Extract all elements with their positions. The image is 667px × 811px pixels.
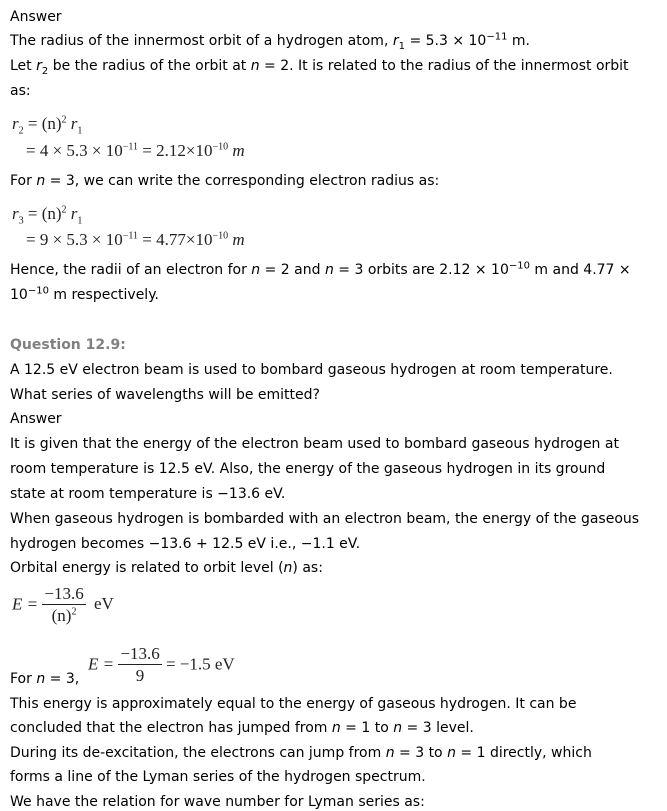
text-line: $10^{-10}$ m respectively. [10,285,159,303]
equation-energy-n3: E = $\frac{-13.6}{9}$ = −1.5 eV [88,644,235,685]
question-text: What series of wavelengths will be emitted? [10,387,320,403]
equation-r2: $r_2 = (n)^2$ $r_1$ [12,114,83,137]
text-line: concluded that the electron has jumped from n = 1 to n = 3 level. [10,720,474,736]
text-line: Let $r_2$ be the radius of the orbit at n = 2. It is related to the radius of the innermost orbit [10,58,629,77]
text-line: Orbital energy is related to orbit level (n) as: [10,560,323,576]
question-text: A 12.5 eV electron beam is used to bombard gaseous hydrogen at room temperature. [10,362,613,378]
text-line: When gaseous hydrogen is bombarded with an electron beam, the energy of the gaseous [10,511,640,527]
text-line: room temperature is 12.5 eV. Also, the energy of the gaseous hydrogen in its ground [10,461,606,477]
text-line: For n = 3, [10,671,80,687]
question-heading: Question 12.9: [10,337,126,353]
equation-r3-value: = $9 \times 5.3 \times 10^{-11} = 4.77\times 10^{-10}$ m [26,230,245,249]
text-line: as: [10,83,31,99]
text-line: The radius of the innermost orbit of a hydrogen atom, $r_1 = 5.3 \times 10^{-11}$ m. [10,31,530,52]
text-line: state at room temperature is −13.6 eV. [10,486,286,502]
answer-label: Answer [10,411,62,427]
text-line: hydrogen becomes −13.6 + 12.5 eV i.e., −1.1 eV. [10,536,361,552]
text-line: It is given that the energy of the electron beam used to bombard gaseous hydrogen at [10,436,619,452]
text-line: This energy is approximately equal to the energy of gaseous hydrogen. It can be [10,696,577,712]
text-line: forms a line of the Lyman series of the hydrogen spectrum. [10,769,426,785]
text-line: During its de-excitation, the electrons can jump from n = 3 to n = 1 directly, which [10,745,592,761]
text-line: For n = 3, we can write the corresponding electron radius as: [10,173,440,189]
answer-label: Answer [10,9,62,25]
text-line: Hence, the radii of an electron for n = 2 and n = 3 orbits are $2.12 \times 10^{-10}$ m and 4.77 × [10,260,631,278]
equation-orbital-energy: E = $\frac{-13.6}{(n)^2}$ eV [12,584,114,625]
equation-r2-value: = $4 \times 5.3 \times 10^{-11} = 2.12\times 10^{-10}$ m [26,141,245,160]
text-line: We have the relation for wave number for Lyman series as: [10,794,425,810]
equation-r3: $r_3 = (n)^2$ $r_1$ [12,204,83,227]
